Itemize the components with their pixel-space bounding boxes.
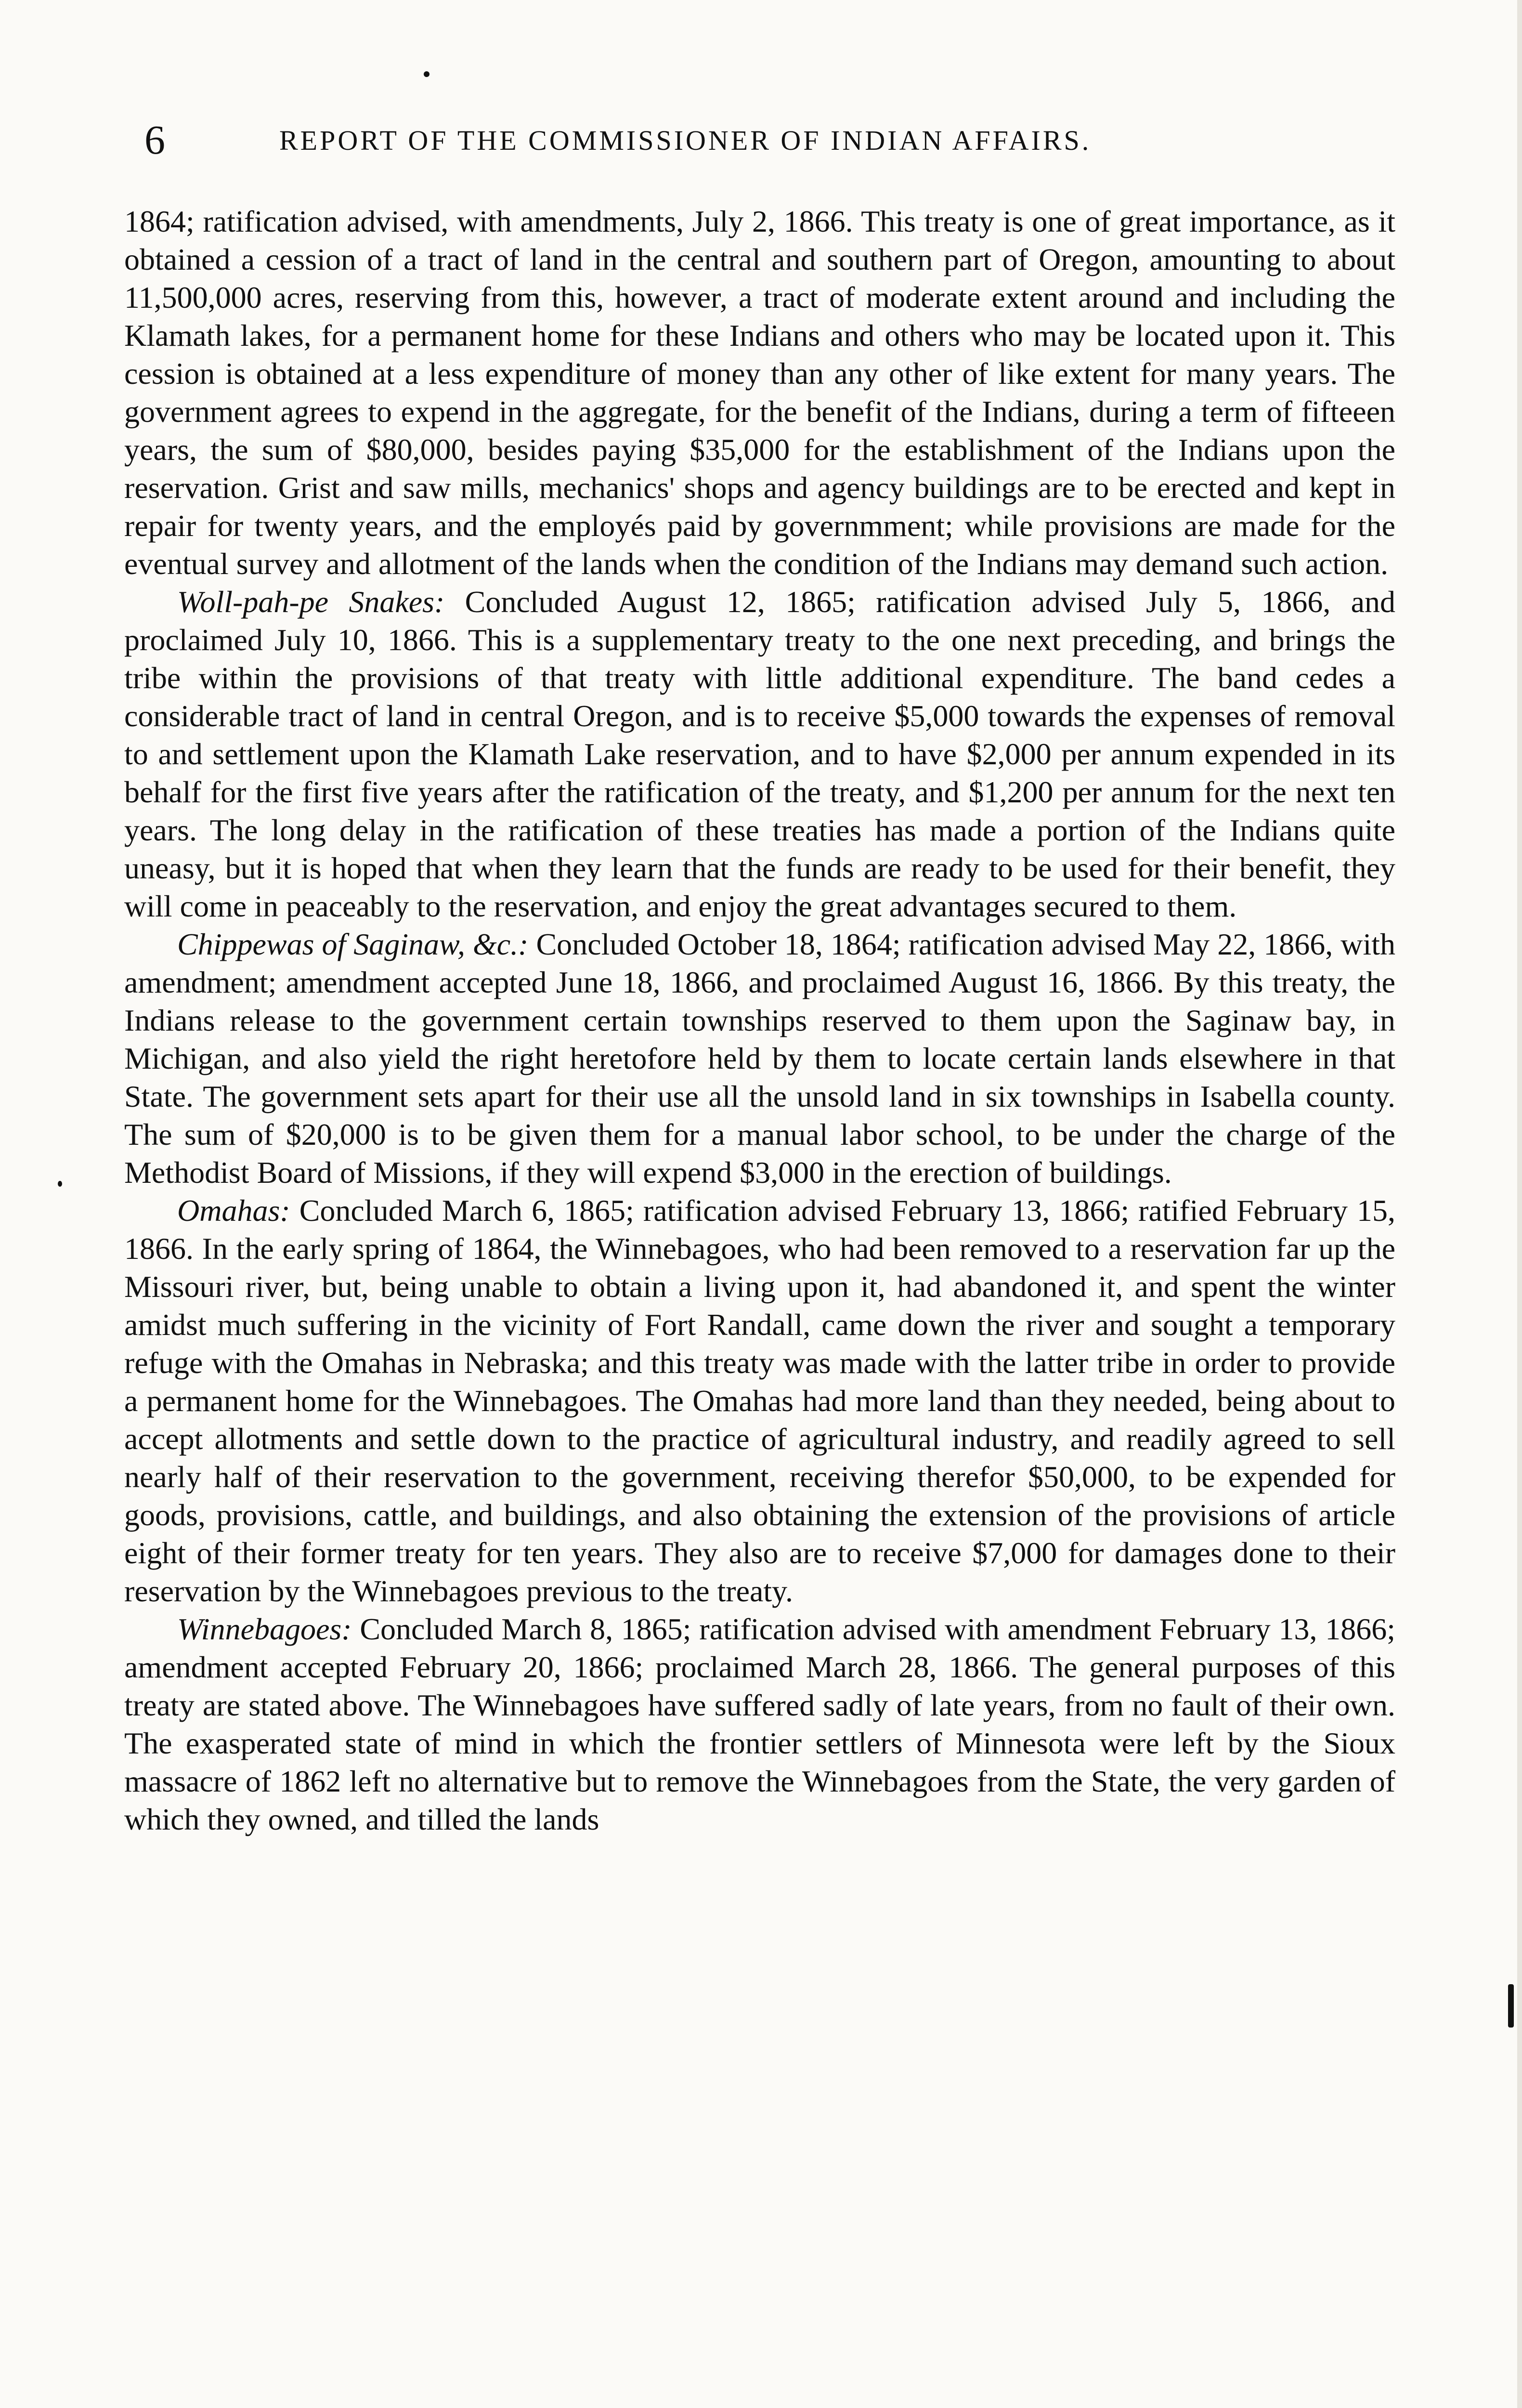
paragraph-chippewas-of-saginaw: [124, 925, 1395, 1191]
paragraph-woll-pah-pe-snakes: [124, 583, 1395, 925]
treaty-name: Woll-pah-pe Snakes:: [177, 585, 445, 619]
paragraph-text: Concluded October 18, 1864; ratification advised May 22, 1866, with amendment; amendment accepted June 18, 1866, and proclaimed August 16, 1866. By this treaty, the Indians release to the government certain townships reserved to them upon the Saginaw bay, in Michigan, and also yield the right heretofore held by them to locate certain lands elsewhere in that State. The government sets apart for their use all the unsold land in six townships in Isabella county. The sum of $20,000 is to be given them for a manual labor school, to be under the charge of the Methodist Board of Missions, if they will expend $3,000 in the erection of buildings.: [124, 927, 1395, 1190]
treaty-name: Winnebagoes:: [177, 1612, 352, 1646]
paragraph-text: Concluded March 8, 1865; ratification advised with amendment February 13, 1866; amendment accepted February 20, 1866; proclaimed March 28, 1866. The general purposes of this treaty are stated above. The Winnebagoes have suffered sadly of late years, from no fault of their own. The exasperated state of mind in which the frontier settlers of Minnesota were left by the Sioux massacre of 1862 left no alternative but to remove the Winnebagoes from the State, the very garden of which they owned, and tilled the lands: [124, 1612, 1395, 1836]
paragraph-omahas: [124, 1191, 1395, 1610]
paragraph-text: 1864; ratification advised, with amendments, July 2, 1866. This treaty is one of great importance, as it obtained a cession of a tract of land in the central and southern part of Oregon, amounting to about 11,500,000 acres, reserving from this, however, a tract of moderate extent around and including the Klamath lakes, for a permanent home for these Indians and others who may be located upon it. This cession is obtained at a less expenditure of money than any other of like extent for many years. The government agrees to expend in the aggregate, for the benefit of the Indians, during a term of fifteeen years, the sum of $80,000, besides paying $35,000 for the establishment of the Indians upon the reservation. Grist and saw mills, mechanics' shops and agency buildings are to be erected and kept in repair for twenty years, and the employés paid by governmment; while provisions are made for the eventual survey and allotment of the lands when the condition of the Indians may demand such action.: [124, 204, 1395, 581]
body-text: [124, 202, 1395, 1838]
paragraph-text: Concluded August 12, 1865; ratification advised July 5, 1866, and proclaimed July 10, 1866. This is a supplementary treaty to the one next preceding, and brings the tribe within the provisions of that treaty with little additional expenditure. The band cedes a considerable tract of land in central Oregon, and is to receive $5,000 towards the expenses of removal to and settlement upon the Klamath Lake reservation, and to have $2,000 per annum expended in its behalf for the first five years after the ratification of the treaty, and $1,200 per annum for the next ten years. The long delay in the ratification of these treaties has made a portion of the Indians quite uneasy, but it is hoped that when they learn that the funds are ready to be used for their benefit, they will come in peaceably to the reservation, and enjoy the great advantages secured to them.: [124, 585, 1396, 923]
page-number: 6: [144, 117, 165, 163]
ink-speck-margin: [58, 1181, 62, 1187]
scan-edge-right: [1517, 0, 1522, 2408]
treaty-name: Chippewas of Saginaw, &c.:: [177, 927, 529, 961]
running-title: REPORT OF THE COMMISSIONER OF INDIAN AFFAIRS.: [279, 125, 1092, 156]
treaty-name: Omahas:: [177, 1193, 290, 1228]
paragraph-klamath-treaty-continued: [124, 202, 1395, 583]
paragraph-text: Concluded March 6, 1865; ratification advised February 13, 1866; ratified February 15, 1866. In the early spring of 1864, the Winnebagoes, who had been removed to a reservation far up the Missouri river, but, being unable to obtain a living upon it, had abandoned it, and spent the winter amidst much suffering in the vicinity of Fort Randall, came down the river and sought a temporary refuge with the Omahas in Nebraska; and this treaty was made with the latter tribe in order to provide a permanent home for the Winnebagoes. The Omahas had more land than they needed, being about to accept allotments and settle down to the practice of agricultural industry, and readily agreed to sell nearly half of their reservation to the government, receiving therefor $50,000, to be expended for goods, provisions, cattle, and buildings, and also obtaining the extension of the provisions of article eight of their former treaty for ten years. They also are to receive $7,000 for damages done to their reservation by the Winnebagoes previous to the treaty.: [124, 1193, 1395, 1608]
page-header: [120, 116, 1396, 173]
ink-speck-right: [1508, 1984, 1514, 2028]
ink-speck-top: [424, 71, 429, 77]
paragraph-winnebagoes: [124, 1610, 1395, 1838]
